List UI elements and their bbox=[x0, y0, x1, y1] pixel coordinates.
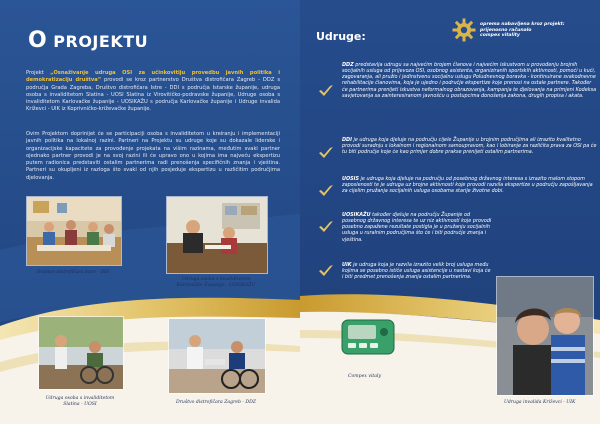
caption-uosikazu bbox=[166, 277, 266, 288]
intro-partners-text: provodi se kroz partnerstvo Društva distrofičara Zagreb - DDZ s područja Grada Zagreba, Društvo distrofičara Istre - DDI s područja Istarske županije, udruga osoba s invaliditetom Slatina - UOSI Slatina iz Virovitičko-podravske županije, Udruge osoba s invaliditetom Karlovačke županije - UOSIKAŽU s područja Karlovačke županije i Udruge invalida Križevci - UIK iz Koprivničko-križevačke županije. bbox=[26, 77, 280, 113]
title-rest: PROJEKTU bbox=[53, 32, 149, 51]
checkmark-icon bbox=[318, 264, 334, 278]
caption-ddz: Društvo distrofičara Zagreb - DDZ bbox=[176, 400, 256, 405]
title-initial: O bbox=[28, 28, 48, 53]
org-uosis-text: je udruga koja djeluje na području od posebnog državnog interesa s izrazito malom stopom zaposlenosti te je udruga uz brojne aktivnosti koje provodi razvila ekspertize u području zapošljavanja za cijelim pružanja socijalnih usluga osobama starije životne dobi. bbox=[342, 176, 593, 195]
caption-ddi: Društvo distrofičara Istre - DDI bbox=[36, 270, 110, 275]
org-uik-description bbox=[342, 262, 492, 280]
org-uik-text: je udruga koja je razvila izrazito velik broj usluga među kojima se posebno ističe usluga asistencije u nastavi koja će i biti predmet prenošenja znanja ostalim partnerima. bbox=[342, 262, 491, 281]
org-uosikazu-text: također djeluje na području Županije od posebnog državnog interesa te uz niz aktivnosti koje provodi posebno zapažene rezultate postigla je u pružanju socijalnih usluga u ruralnim područjima što će i biti područje znanja i vještina. bbox=[342, 212, 492, 243]
caption-uosikazu-line-1: Udruga osoba s invaliditetom bbox=[181, 277, 251, 282]
checkmark-icon bbox=[318, 220, 334, 234]
caption-uosikazu-line-2: Karlovačke Županije - UOSIKAŽU bbox=[176, 282, 256, 288]
project-description-paragraph: Ovim Projektom doprinijet će se participaciji osoba s invaliditetom u kreiranju i implementaciji javnih politika na lokalnoj razini. Partneri na Projektu su udruge koje su dokazale liderske i organizacijske kapacitete za provođenje projekata na višim razinama, međutim svaki partner ojednako partner provodi je na svoj razini ili će upravo ono u kojima ima najveću ekspertizu putem radionica predstaviti ostalim partnerima radi prenošenja specifičnih znanja i vještina. Partneri su okupljeni iz razloga što svaki od njih posjeduje ekspertizu u različitim područjima djelovanja. bbox=[26, 131, 280, 181]
photo-uik bbox=[496, 276, 594, 396]
checkmark-icon bbox=[318, 146, 334, 160]
org-ddz-description bbox=[342, 62, 598, 99]
caption-compex: Compex vitaly bbox=[348, 374, 382, 379]
org-uosis-description bbox=[342, 176, 598, 194]
photo-uosi-slatina bbox=[38, 316, 124, 390]
org-ddi-description bbox=[342, 137, 598, 155]
org-uosikazu-description bbox=[342, 212, 494, 243]
intro-paragraph bbox=[26, 70, 280, 114]
compex-device-image bbox=[340, 318, 396, 362]
org-uosis-name: UOSIS bbox=[342, 176, 359, 182]
right-page bbox=[300, 0, 600, 424]
org-ddz-name: DDZ bbox=[342, 62, 354, 68]
equipment-list bbox=[480, 22, 596, 39]
equipment-heading: oprema nabavljena kroz projekt: bbox=[480, 22, 565, 27]
caption-uik: Udruga invalida Križevci - UIK bbox=[504, 400, 576, 405]
project-name-highlight: „Osnaživanje udruga OSI za učinkovitiju provedbu javnih politika i demokratizaciju društva“ bbox=[26, 70, 280, 84]
caption-uosi-line-2: Slatina - UOSI bbox=[63, 401, 97, 407]
gear-icon bbox=[452, 18, 476, 46]
caption-uosi-slatina bbox=[34, 396, 126, 407]
photo-ddi bbox=[26, 196, 122, 266]
page-title bbox=[28, 28, 148, 53]
checkmark-icon bbox=[318, 184, 334, 198]
org-uik-name: UIK bbox=[342, 262, 352, 268]
org-ddz-text: predstavlja udrugu sa najvećim brojem članova i najvećim iskustvom u provođenju brojnih socijalnih usluga od prijevoza OSI, osobnog asistenta, organiziranih sportskih aktivnosti, pomoći u kući, zagovaranja, ali pružio i jedinstvenu socijalnu uslugu Poludnevnog boravka - kontinuirane svakodnevne rehabilitacije članovima, koja je ujedno i područje ekspertize koje prenosi na ostale partnere. Također će partnerima prenijeti iskustva neformalnog obrazovanja, kampanja te djelovanja na primjeni Kodeksa savjetovanja sa zainteresiranom javnošću u postupcima donošenja zakona, drugih propisa i akata. bbox=[342, 62, 597, 99]
associations-title: Udruge: bbox=[316, 30, 366, 43]
checkmark-icon bbox=[318, 84, 334, 98]
caption-uosi-line-1: Udruga osoba s invaliditetom bbox=[45, 396, 115, 401]
equipment-item-compex: compex vitality bbox=[480, 33, 520, 39]
photo-ddz bbox=[168, 318, 266, 394]
equipment-item-laptop: prijenosno računalo bbox=[480, 27, 532, 33]
intro-prefix: Projekt bbox=[26, 70, 51, 76]
photo-uosikazu bbox=[166, 196, 268, 274]
org-uosikazu-name: UOSIKAŽU bbox=[342, 212, 371, 218]
org-ddi-name: DDI bbox=[342, 137, 352, 143]
org-ddi-text: je udruga koja djeluje na području cijele Županije u brojnim područjima ali izrazito kvalitetno provodi suradnju s lokalnom i regionalnom samoupravom, kao i lobiranje za različita prava za OSI pa će tu biti područje koje će kao primjer dobre prakse prenijeti ostalim partnerima. bbox=[342, 137, 597, 156]
